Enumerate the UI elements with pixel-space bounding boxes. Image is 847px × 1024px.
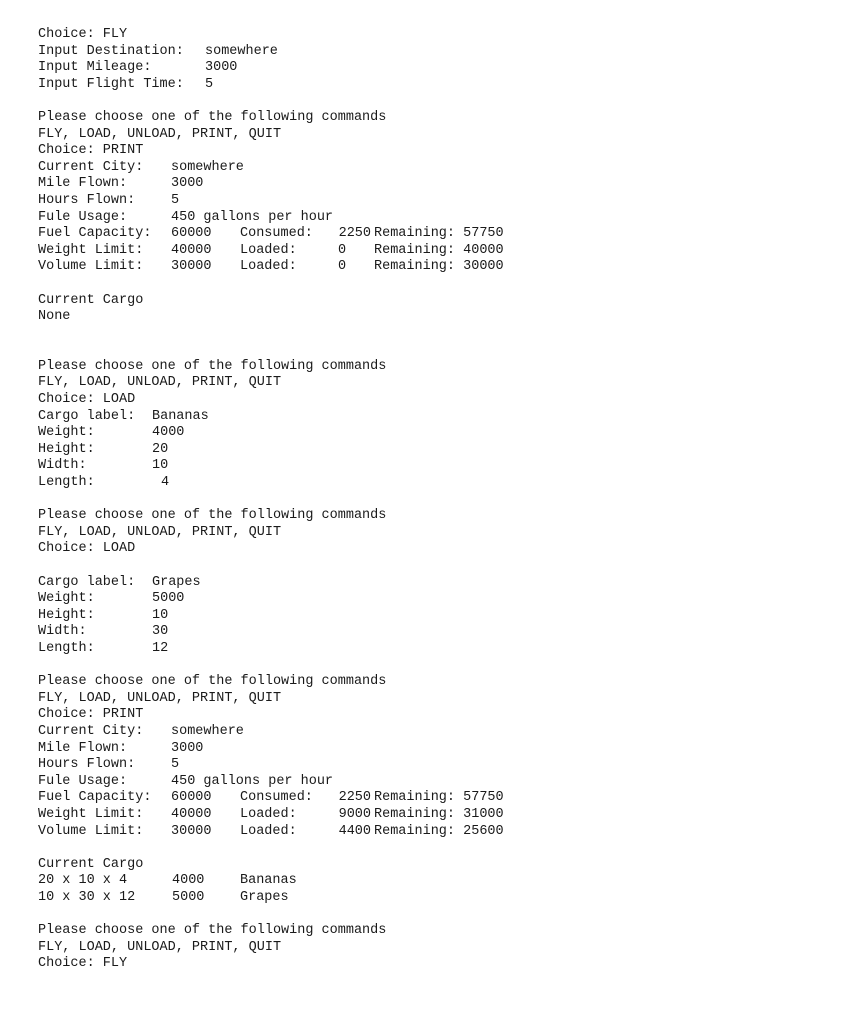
choice-text: Choice: PRINT [38,143,144,159]
usage-label: Fule Usage: [38,209,128,225]
cargo-length-line [38,641,838,658]
mileage-line [38,60,838,77]
menu-prompt-text: Please choose one of the following commands [38,923,387,939]
weight-label: Weight Limit: [38,806,144,822]
mileage-value: 3000 [205,60,238,76]
weight-value: 40000 [171,806,212,822]
cargo-header [38,857,838,874]
volume-label: Volume Limit: [38,823,144,839]
menu-prompt [38,923,838,940]
hours-label: Hours Flown: [38,757,136,773]
choice-text: Choice: FLY [38,956,128,972]
fuel-remaining: Remaining: 57750 [374,226,504,242]
weight-limit-line [38,243,838,260]
volume-limit-line [38,824,838,841]
consumed-label: Consumed: [240,226,313,242]
usage-label: Fule Usage: [38,773,128,789]
miles-value: 3000 [171,176,204,192]
cargo-height-value: 20 [152,441,169,457]
cargo-none-text: None [38,309,71,325]
cargo-width-label: Width: [38,458,87,474]
volume-label: Volume Limit: [38,259,144,275]
cargo-height-line [38,442,838,459]
fuel-label: Fuel Capacity: [38,790,152,806]
weight-loaded-label: Loaded: [240,806,297,822]
menu-prompt [38,508,838,525]
fuel-capacity-line [38,790,838,807]
hours-flown-line [38,193,838,210]
fuel-usage-line [38,210,838,227]
choice-text: Choice: LOAD [38,541,136,557]
flight-time-label: Input Flight Time: [38,76,184,92]
weight-loaded-value: 0 [338,242,347,258]
cargo-width-line [38,458,838,475]
miles-label: Mile Flown: [38,740,128,756]
volume-loaded-label: Loaded: [240,823,297,839]
cargo-height-line [38,608,838,625]
flight-time-line [38,77,838,94]
consumed-label: Consumed: [240,790,313,806]
menu-commands [38,375,838,392]
fuel-usage-line [38,774,838,791]
cargo-none [38,309,838,326]
menu-commands-text: FLY, LOAD, UNLOAD, PRINT, QUIT [38,939,282,955]
cargo-weight-value: 4000 [152,425,185,441]
cargo-height-label: Height: [38,441,95,457]
cargo-weight-line [38,425,838,442]
menu-commands [38,691,838,708]
volume-loaded-label: Loaded: [240,259,297,275]
weight-remaining: Remaining: 40000 [374,242,504,258]
menu-commands [38,525,838,542]
menu-commands-text: FLY, LOAD, UNLOAD, PRINT, QUIT [38,375,282,391]
cargo-item-dims: 10 x 30 x 12 [38,889,136,905]
choice-line [38,392,838,409]
destination-value: somewhere [205,43,278,59]
menu-prompt [38,359,838,376]
volume-remaining: Remaining: 30000 [374,259,504,275]
choice-text: Choice: LOAD [38,392,136,408]
current-city-line [38,160,838,177]
cargo-weight-line [38,591,838,608]
choice-text: Choice: PRINT [38,707,144,723]
cargo-height-label: Height: [38,607,95,623]
menu-prompt-text: Please choose one of the following commands [38,109,387,125]
weight-limit-line [38,807,838,824]
choice-line [38,956,838,973]
volume-value: 30000 [171,823,212,839]
cargo-length-label: Length: [38,640,95,656]
usage-value: 450 gallons per hour [171,773,334,789]
weight-label: Weight Limit: [38,242,144,258]
cargo-header-text: Current Cargo [38,856,144,872]
cargo-weight-label: Weight: [38,425,95,441]
cargo-width-line [38,624,838,641]
miles-flown-line [38,176,838,193]
mileage-label: Input Mileage: [38,60,152,76]
cargo-label-line [38,409,838,426]
weight-value: 40000 [171,242,212,258]
choice-line [38,541,838,558]
cargo-label-label: Cargo label: [38,574,136,590]
menu-commands-text: FLY, LOAD, UNLOAD, PRINT, QUIT [38,126,282,142]
console-output [38,27,838,973]
volume-remaining: Remaining: 25600 [374,823,504,839]
volume-loaded-value: 4400 [338,823,371,839]
cargo-item-row [38,890,838,907]
volume-loaded-value: 0 [338,259,347,275]
destination-label: Input Destination: [38,43,184,59]
menu-commands [38,127,838,144]
cargo-weight-label: Weight: [38,591,95,607]
cargo-length-value: 4 [161,475,170,491]
flight-time-value: 5 [205,76,214,92]
cargo-item-weight: 5000 [172,889,205,905]
city-value: somewhere [171,723,244,739]
menu-commands-text: FLY, LOAD, UNLOAD, PRINT, QUIT [38,690,282,706]
cargo-item-name: Bananas [240,873,297,889]
fuel-remaining: Remaining: 57750 [374,790,504,806]
cargo-item-dims: 20 x 10 x 4 [38,873,128,889]
cargo-label-value: Grapes [152,574,201,590]
weight-loaded-value: 9000 [338,806,371,822]
volume-limit-line [38,259,838,276]
city-label: Current City: [38,159,144,175]
miles-flown-line [38,741,838,758]
weight-loaded-label: Loaded: [240,242,297,258]
cargo-label-value: Bananas [152,408,209,424]
usage-value: 450 gallons per hour [171,209,334,225]
cargo-label-line [38,575,838,592]
fuel-value: 60000 [171,790,212,806]
fuel-value: 60000 [171,226,212,242]
city-label: Current City: [38,723,144,739]
menu-prompt-text: Please choose one of the following commands [38,674,387,690]
consumed-value: 2250 [338,226,371,242]
cargo-length-label: Length: [38,475,95,491]
city-value: somewhere [171,159,244,175]
choice-line [38,707,838,724]
cargo-item-name: Grapes [240,889,289,905]
cargo-width-value: 10 [152,458,169,474]
hours-flown-line [38,757,838,774]
choice-line [38,143,838,160]
cargo-weight-value: 5000 [152,591,185,607]
cargo-header [38,293,838,310]
menu-commands-text: FLY, LOAD, UNLOAD, PRINT, QUIT [38,524,282,540]
cargo-length-line [38,475,838,492]
cargo-header-text: Current Cargo [38,292,144,308]
menu-prompt-text: Please choose one of the following commands [38,358,387,374]
cargo-item-weight: 4000 [172,873,205,889]
cargo-width-value: 30 [152,624,169,640]
choice-line [38,27,838,44]
cargo-label-label: Cargo label: [38,408,136,424]
menu-commands [38,940,838,957]
cargo-item-row [38,873,838,890]
menu-prompt [38,110,838,127]
fuel-label: Fuel Capacity: [38,226,152,242]
weight-remaining: Remaining: 31000 [374,806,504,822]
miles-label: Mile Flown: [38,176,128,192]
destination-line [38,44,838,61]
cargo-length-value: 12 [152,640,169,656]
fuel-capacity-line [38,226,838,243]
menu-prompt-text: Please choose one of the following commands [38,508,387,524]
choice-text: Choice: FLY [38,27,128,42]
volume-value: 30000 [171,259,212,275]
menu-prompt [38,674,838,691]
current-city-line [38,724,838,741]
cargo-width-label: Width: [38,624,87,640]
hours-label: Hours Flown: [38,192,136,208]
cargo-height-value: 10 [152,607,169,623]
miles-value: 3000 [171,740,204,756]
hours-value: 5 [171,192,180,208]
hours-value: 5 [171,757,180,773]
consumed-value: 2250 [338,790,371,806]
